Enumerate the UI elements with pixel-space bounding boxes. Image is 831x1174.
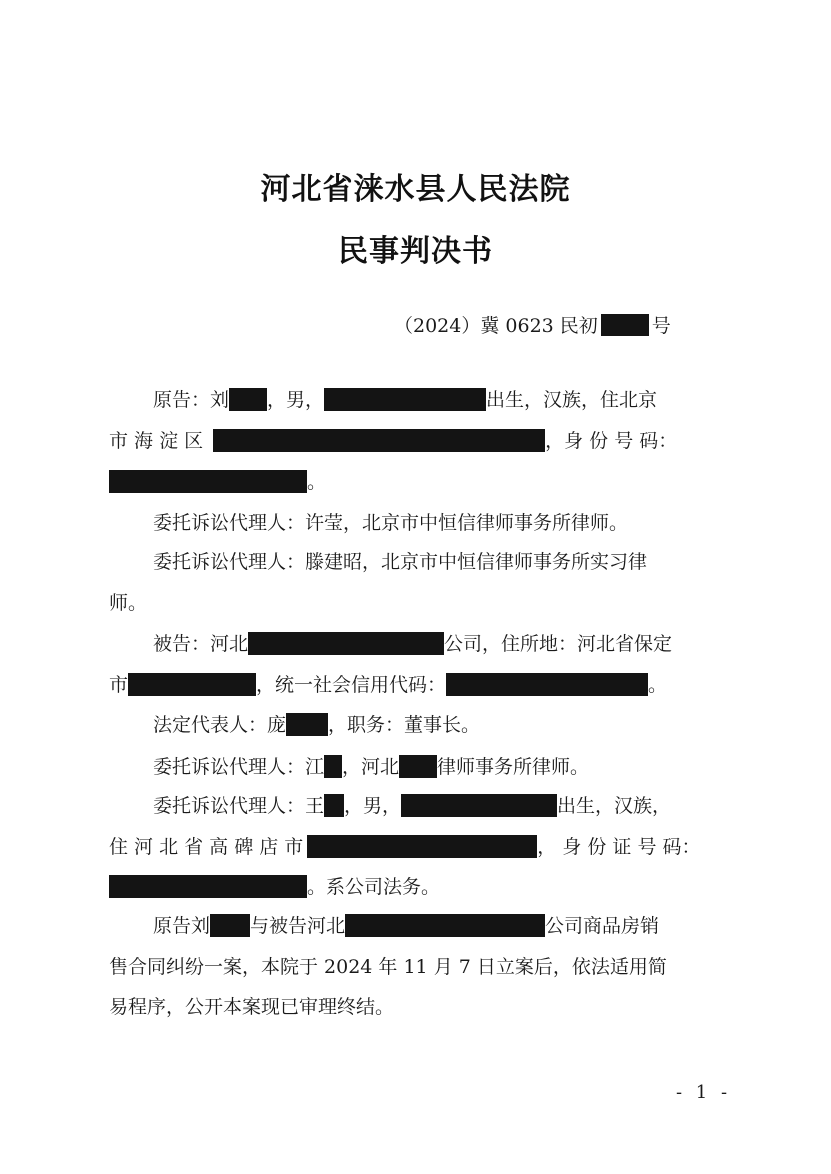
- redaction-block: [213, 429, 545, 452]
- court-name: 河北省涞水县人民法院: [260, 172, 571, 207]
- legal-rep-line: 法定代表人：庞 ，职务：董事长。: [153, 714, 481, 736]
- redaction-block: [446, 673, 648, 696]
- case-number: [394, 311, 671, 338]
- agent-line-1: 委托诉讼代理人：许莹，北京市中恒信律师事务所律师。: [153, 512, 629, 534]
- defendant-line-1: 被告：河北 公司，住所地：河北省保定: [153, 633, 673, 655]
- redaction-block: [324, 794, 344, 817]
- agent-line-2: 委托诉讼代理人：滕建昭，北京市中恒信律师事务所实习律: [153, 551, 648, 573]
- redaction-block: [109, 875, 307, 898]
- redaction-block: [601, 314, 649, 336]
- redaction-block: [109, 470, 307, 493]
- redaction-block: [229, 388, 267, 411]
- redaction-block: [307, 835, 537, 858]
- defendant-agent-line-3: 住 河 北 省 高 碑 店 市 ， 身 份 证 号 码：: [109, 836, 701, 858]
- redaction-block: [345, 914, 545, 937]
- case-number-prefix: （2024）冀 0623 民初: [394, 315, 598, 337]
- defendant-line-2: 市 ，统一社会信用代码： 。: [109, 674, 668, 696]
- case-summary-line-3: 易程序，公开本案现已审理终结。: [109, 996, 395, 1018]
- plaintiff-line-1: 原告：刘 ，男， 出生，汉族，住北京: [153, 389, 658, 411]
- document-type: 民事判决书: [338, 234, 493, 269]
- redaction-block: [286, 713, 328, 736]
- redaction-block: [210, 914, 250, 937]
- plaintiff-line-2: 市 海 淀 区 ，身 份 号 码：: [109, 430, 678, 452]
- redaction-block: [324, 755, 342, 778]
- case-summary-line-1: 原告刘 与被告河北 公司商品房销: [153, 915, 660, 937]
- redaction-block: [128, 673, 256, 696]
- case-summary-line-2: 售合同纠纷一案，本院于 2024 年 11 月 7 日立案后，依法适用简: [109, 956, 667, 978]
- defendant-agent-line-2: 委托诉讼代理人：王 ，男， 出生，汉族，: [153, 795, 672, 817]
- redaction-block: [324, 388, 486, 411]
- case-number-suffix: 号: [651, 315, 671, 337]
- redaction-block: [248, 632, 444, 655]
- defendant-agent-line-1: 委托诉讼代理人：江 ，河北 律师事务所律师。: [153, 756, 590, 778]
- redaction-block: [401, 794, 557, 817]
- plaintiff-line-3: 。: [109, 469, 326, 495]
- defendant-agent-line-4: 。系公司法务。: [109, 874, 440, 900]
- redaction-block: [399, 755, 437, 778]
- agent-line-2-cont: 师。: [109, 592, 148, 614]
- page-number: - 1 -: [676, 1082, 732, 1103]
